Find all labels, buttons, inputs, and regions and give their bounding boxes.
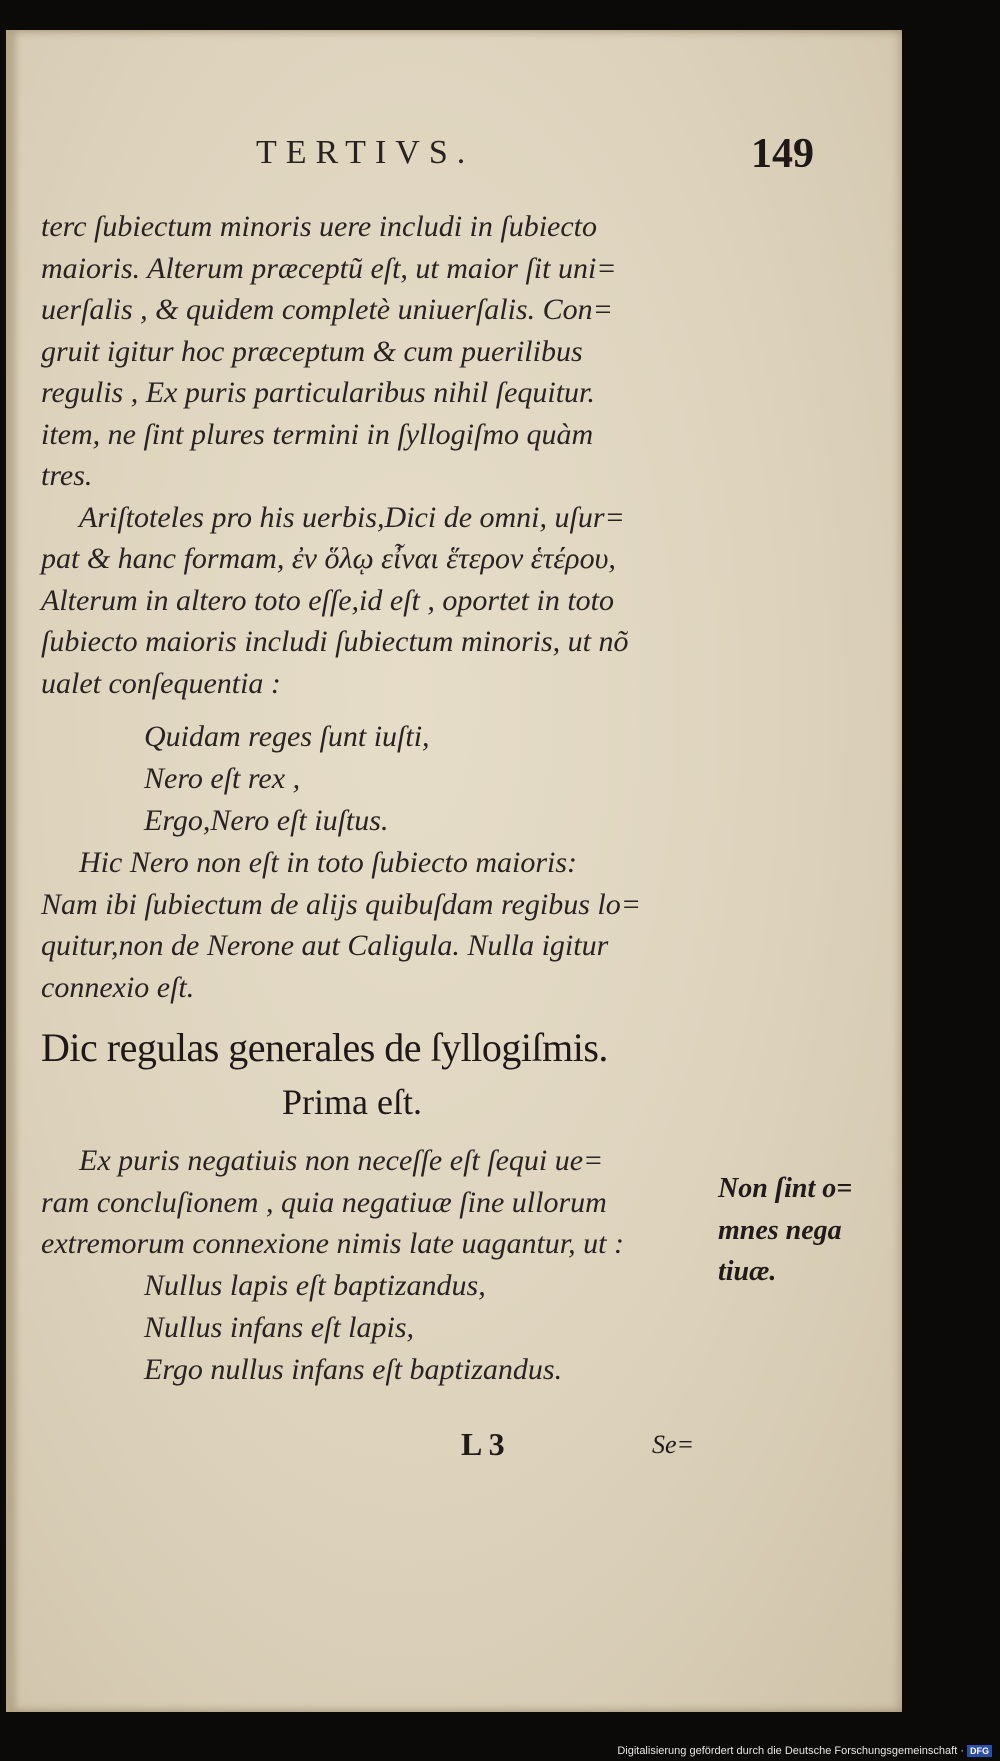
signature-mark: L 3: [461, 1426, 505, 1462]
main-text: [41, 206, 721, 1391]
text-line: gruit igitur hoc præceptum & cum puerilibus: [41, 334, 583, 368]
page-number: 149: [751, 131, 814, 177]
section-subheading: Prima eſt.: [282, 1082, 422, 1122]
syllogism-line: Nullus lapis eſt baptizandus,: [144, 1268, 486, 1302]
text-line: terc ſubiectum minoris uere includi in ſubiecto: [41, 210, 597, 243]
text-line: pat & hanc formam, ἐν ὅλῳ εἶναι ἕτερον ἑτέρου,: [41, 542, 616, 575]
marginal-note: [718, 1168, 898, 1293]
text-line: Alterum in altero toto eſſe,id eſt , oportet in toto: [41, 583, 614, 617]
dfg-logo: DFG: [967, 1745, 992, 1757]
text-line: ualet conſequentia :: [41, 666, 281, 700]
text-line: item, ne ſint plures termini in ſyllogiſmo quàm: [41, 417, 594, 451]
digitization-credit: [617, 1745, 992, 1757]
catchword: Se=: [652, 1430, 695, 1459]
syllogism-line: Ergo,Nero eſt iuſtus.: [144, 804, 389, 837]
marginal-line: mnes nega: [718, 1214, 842, 1246]
text-line: tres.: [41, 459, 93, 492]
syllogism-line: Nero eſt rex ,: [144, 762, 301, 795]
text-line: ram concluſionem , quia negatiuæ ſine ullorum: [41, 1185, 607, 1219]
text-line: Hic Nero non eſt in toto ſubiecto maioris:: [79, 846, 578, 879]
text-line: maioris. Alterum præceptũ eſt, ut maior ſit uni=: [41, 251, 617, 285]
text-line: connexio eſt.: [41, 970, 195, 1004]
page-footer: [6, 1426, 902, 1466]
syllogism-line: Quidam reges ſunt iuſti,: [144, 720, 430, 753]
spacer: [41, 1008, 721, 1020]
marginal-line: Non ſint o=: [718, 1173, 853, 1204]
text-line: regulis , Ex puris particularibus nihil ſequitur.: [41, 376, 595, 409]
text-line: extremorum connexione nimis late uagantur, ut :: [41, 1227, 624, 1260]
syllogism-line: Nullus infans eſt lapis,: [144, 1310, 415, 1344]
running-title: TERTIVS.: [256, 134, 475, 171]
text-line: ſubiecto maioris includi ſubiectum minoris, ut nõ: [41, 625, 629, 658]
spacer: [41, 704, 721, 716]
credit-text: Digitalisierung gefördert durch die Deutsche Forschungsgemeinschaft ·: [617, 1745, 964, 1757]
text-line: Nam ibi ſubiectum de alijs quibuſdam regibus lo=: [41, 887, 641, 921]
text-line: quitur,non de Nerone aut Caligula. Nulla igitur: [41, 929, 609, 962]
text-line: uerſalis , & quidem completè uniuerſalis. Con=: [41, 293, 613, 326]
spacer: [41, 1128, 721, 1140]
page-header: [6, 130, 902, 180]
section-heading: Dic regulas generales de ſyllogiſmis.: [41, 1025, 608, 1070]
text-line: Ariſtoteles pro his uerbis,Dici de omni, uſur=: [79, 500, 625, 534]
book-page: [6, 30, 902, 1712]
syllogism-line: Ergo nullus infans eſt baptizandus.: [144, 1352, 563, 1386]
text-line: Ex puris negatiuis non neceſſe eſt ſequi ue=: [79, 1144, 604, 1177]
marginal-line: tiuæ.: [718, 1256, 777, 1287]
